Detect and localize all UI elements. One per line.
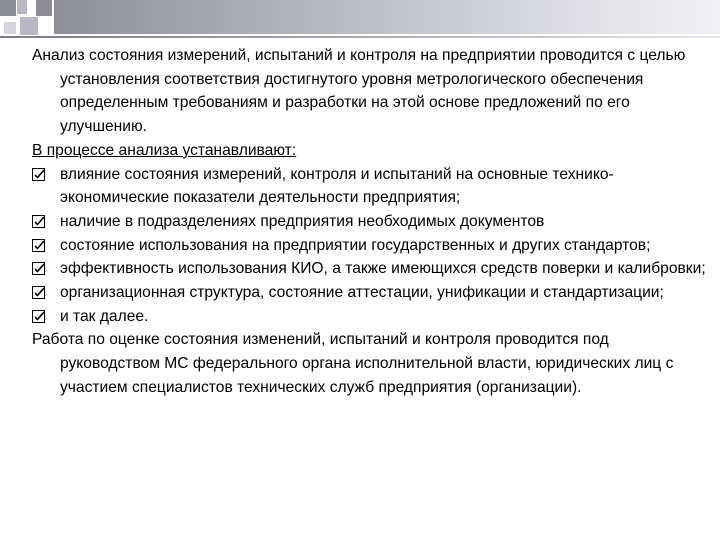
list-item-text: эффективность использования КИО, а также имеющихся средств поверки и калибровки;: [60, 260, 706, 278]
list-item: [32, 305, 708, 329]
list-item-text: наличие в подразделениях предприятия необходимых документов: [60, 212, 545, 230]
decorative-square: [4, 22, 16, 34]
header-gradient-bar: [54, 0, 720, 34]
slide-body: [32, 44, 708, 400]
list-item-text: влияние состояния измерений, контроля и испытаний на основные технико-экономические показатели деятельности предприятия;: [60, 165, 614, 207]
list-item-text: состояние использования на предприятии государственных и других стандартов;: [60, 236, 651, 254]
decorative-square: [17, 0, 27, 14]
intro-paragraph: Анализ состояния измерений, испытаний и контроля на предприятии проводится с целью установления соответствия достигнутого уровня метрологического обеспечения определенным требованиям и разработки на этой основе предложений по его улучшению.: [32, 47, 686, 136]
checkbox-checked-icon: [32, 286, 45, 299]
checkbox-checked-icon: [32, 262, 45, 275]
header-decoration: [0, 0, 720, 48]
list-item: [32, 281, 708, 305]
decorative-square: [36, 0, 52, 16]
list-heading: В процессе анализа устанавливают:: [32, 141, 297, 159]
list-item: [32, 234, 708, 258]
list-item: [32, 257, 708, 281]
checkbox-checked-icon: [32, 215, 45, 228]
checkbox-checked-icon: [32, 310, 45, 323]
decorative-square: [0, 0, 16, 16]
checkbox-checked-icon: [32, 239, 45, 252]
decorative-square: [20, 17, 38, 35]
header-divider: [0, 36, 720, 38]
conclusion-paragraph: Работа по оценке состояния изменений, испытаний и контроля проводится под руководством МС федерального органа исполнительной власти, юридических лиц с участием специалистов технических служб предприятия (организации).: [32, 331, 674, 396]
checkbox-checked-icon: [32, 168, 45, 181]
list-item-text: организационная структура, состояние аттестации, унификации и стандартизации;: [60, 284, 664, 302]
list-item-text: и так далее.: [60, 307, 149, 325]
list-item: [32, 163, 708, 210]
list-item: [32, 210, 708, 234]
